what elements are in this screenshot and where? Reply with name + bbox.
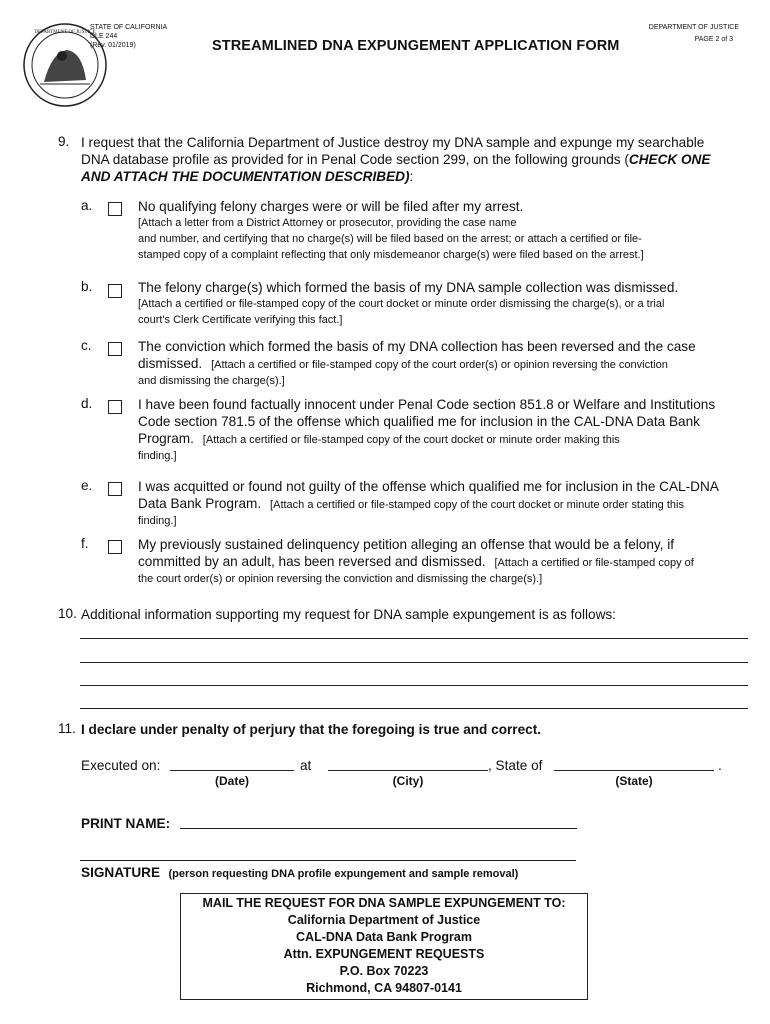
- form-revision: (Rev. 01/2019): [90, 42, 136, 49]
- q9-intro: [81, 134, 710, 185]
- q9-number: 9.: [58, 134, 70, 149]
- mail-line: California Department of Justice: [287, 913, 481, 927]
- q9-line1: I request that the California Department of Justice destroy my DNA sample and expunge my searchable: [81, 135, 705, 150]
- option-e-letter: e.: [81, 478, 93, 493]
- city-label: (City): [392, 774, 424, 788]
- option-f-letter: f.: [81, 536, 89, 551]
- option-b-text: The felony charge(s) which formed the basis of my DNA sample collection was dismissed. [Attach a certified or file-stamped copy of the court docket or minute order dismissing the charge(s), or a trial court's Clerk Certificate verifying this fact.]: [138, 280, 679, 326]
- state-label: STATE OF CALIFORNIA: [90, 24, 168, 31]
- state-label-under: (State): [615, 774, 653, 788]
- q10-number: 10.: [58, 606, 77, 621]
- state-of-label: , State of: [488, 758, 543, 773]
- department-label: DEPARTMENT OF JUSTICE: [648, 24, 739, 31]
- page-number: PAGE 2 of 3: [694, 36, 733, 43]
- option-b-letter: b.: [81, 279, 93, 294]
- option-d-checkbox[interactable]: [108, 400, 122, 414]
- option-d-text: I have been found factually innocent under Penal Code section 851.8 or Welfare and Institutions Code section 781.5 of the offense which qualified me for inclusion in the CAL-DNA Data Bank Program. [Attach a certified or file-stamped copy of the court docket or minute order making this finding.]: [138, 397, 716, 462]
- option-f-checkbox[interactable]: [108, 540, 122, 554]
- additional-info-line-2[interactable]: [80, 662, 748, 663]
- print-name-label: PRINT NAME:: [81, 816, 171, 831]
- q11-declaration: I declare under penalty of perjury that the foregoing is true and correct.: [81, 722, 542, 737]
- executed-on-label: Executed on:: [81, 758, 161, 773]
- mail-line: Richmond, CA 94807-0141: [306, 981, 462, 995]
- signature-label-row: [81, 864, 518, 882]
- svg-text:DEPARTMENT OF JUSTICE: DEPARTMENT OF JUSTICE: [34, 30, 96, 35]
- q9-line2: DNA database profile as provided for in Penal Code section 299, on the following grounds (CHECK ONE: [81, 152, 711, 167]
- q10-text: Additional information supporting my request for DNA sample expungement is as follows:: [81, 607, 616, 622]
- date-label: (Date): [214, 774, 249, 788]
- q9-line3: AND ATTACH THE DOCUMENTATION DESCRIBED):: [81, 169, 414, 184]
- option-c-text: The conviction which formed the basis of my DNA collection has been reversed and the case dismissed. [Attach a certified or file-stamped copy of the court order(s) or opinion reversing the conviction and dismissing the charge(s).]: [138, 339, 696, 387]
- option-a-checkbox[interactable]: [108, 202, 122, 216]
- option-a-letter: a.: [81, 198, 93, 213]
- option-e-text: I was acquitted or found not guilty of the offense which qualified me for inclusion in the CAL-DNA Data Bank Program. [Attach a certified or file-stamped copy of the court docket or minute order stating this finding.]: [138, 479, 719, 527]
- option-e-checkbox[interactable]: [108, 482, 122, 496]
- at-label: at: [300, 758, 312, 773]
- mail-heading: MAIL THE REQUEST FOR DNA SAMPLE EXPUNGEMENT TO:: [202, 896, 566, 910]
- mailing-address-box: [180, 893, 588, 1000]
- print-name-field[interactable]: [180, 828, 577, 829]
- form-title: STREAMLINED DNA EXPUNGEMENT APPLICATION FORM: [212, 38, 620, 54]
- option-b-checkbox[interactable]: [108, 284, 122, 298]
- city-field[interactable]: [328, 770, 488, 771]
- q11-number: 11.: [58, 721, 76, 736]
- date-field[interactable]: [170, 770, 294, 771]
- period: .: [718, 758, 722, 773]
- mail-line: P.O. Box 70223: [339, 964, 429, 978]
- state-field[interactable]: [554, 770, 714, 771]
- option-c-letter: c.: [81, 338, 92, 353]
- additional-info-line-1[interactable]: [80, 638, 748, 639]
- additional-info-line-4[interactable]: [80, 708, 748, 709]
- option-f-text: My previously sustained delinquency petition alleging an offense that would be a felony, if committed by an adult, has been reversed and dismissed. [Attach a certified or file-stamped copy of the court order(s) or opinion reversing the conviction and dismissing the charge(s).]: [138, 537, 694, 585]
- option-d-letter: d.: [81, 396, 93, 411]
- signature-field[interactable]: [80, 860, 576, 861]
- mail-line: Attn. EXPUNGEMENT REQUESTS: [283, 947, 485, 961]
- option-c-checkbox[interactable]: [108, 342, 122, 356]
- form-id: DLE 244: [90, 33, 118, 40]
- mail-line: CAL-DNA Data Bank Program: [296, 930, 472, 944]
- signature-note: (person requesting DNA profile expungement and sample removal): [168, 868, 519, 880]
- option-a-text: No qualifying felony charges were or will be filed after my arrest. [Attach a letter from a District Attorney or prosecutor, providing the case name and number, and certifying that no charge(s) will be filed based on the arrest; or attach a certified or file- stamped copy of a complaint reflecting that only misdemeanor charge(s) were filed based on the arrest.]: [138, 199, 644, 261]
- additional-info-line-3[interactable]: [80, 685, 748, 686]
- signature-label: SIGNATURE: [81, 865, 161, 880]
